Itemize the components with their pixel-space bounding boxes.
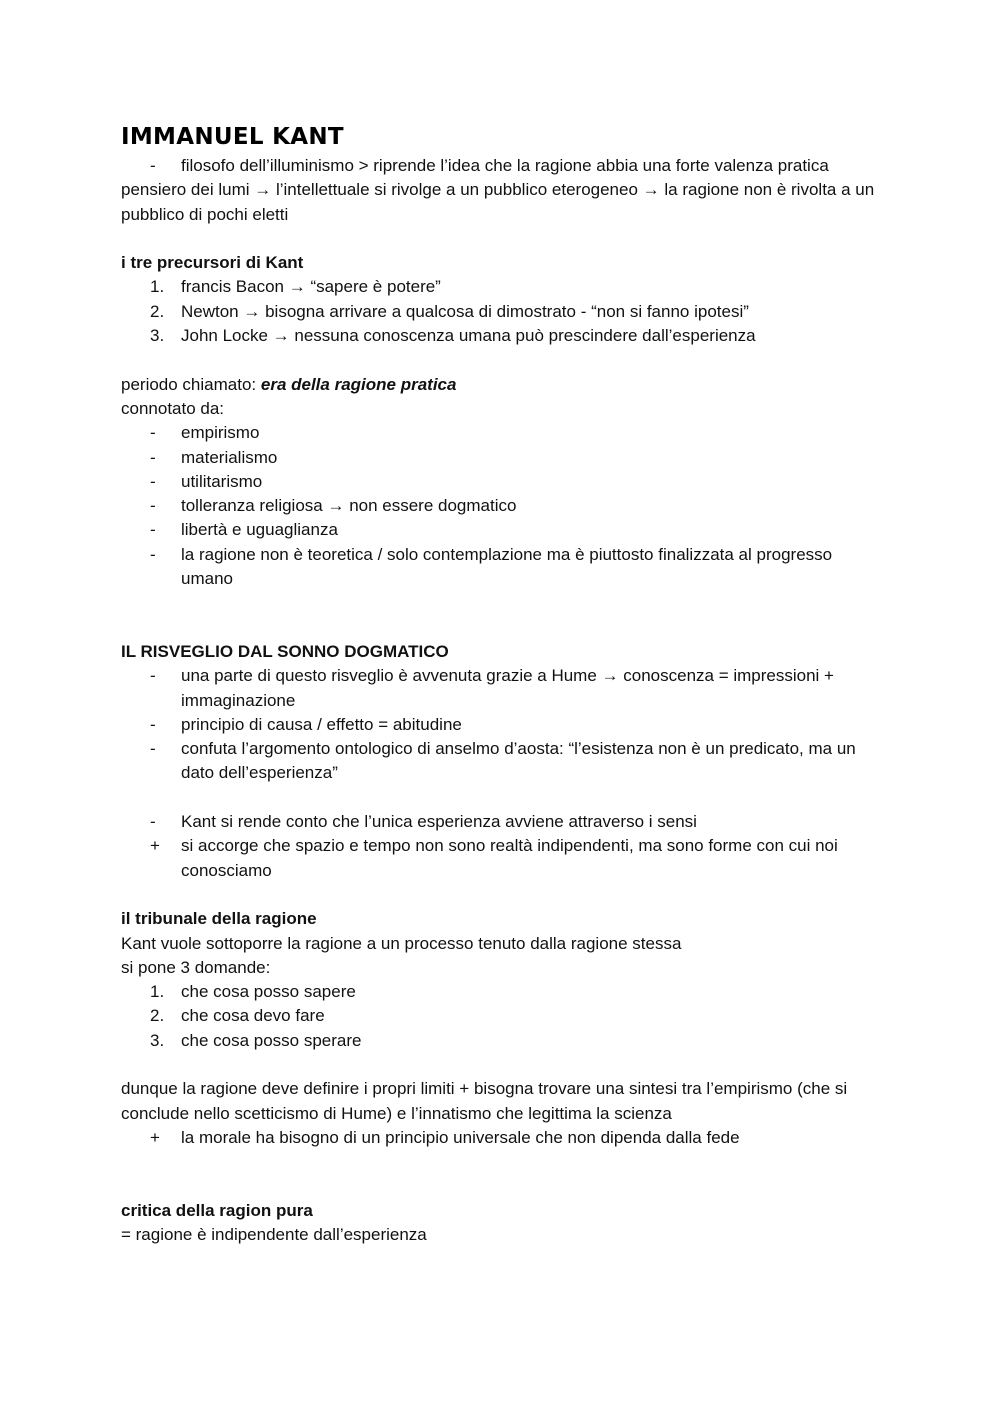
dash-marker: - xyxy=(150,739,156,759)
paragraph: dunque la ragione deve definire i propri limiti + bisogna trovare una sintesi tra l’empirismo (che si conclude nello scetticismo di Hume) e l’innatismo che legittima la scienza xyxy=(121,1079,848,1123)
number-marker: 1. xyxy=(150,277,165,297)
list-item xyxy=(121,810,881,834)
dash-marker: - xyxy=(150,496,156,516)
paragraph xyxy=(121,373,881,397)
list-item-text: utilitarismo xyxy=(181,471,263,491)
list-item-text: John Locke → nessuna conoscenza umana può prescindere dall’esperienza xyxy=(181,326,756,346)
document-page xyxy=(121,120,881,1247)
list-item-text: filosofo dell’illuminismo > riprende l’idea che la ragione abbia una forte valenza pratica xyxy=(181,156,829,175)
list-item-text: si accorge che spazio e tempo non sono realtà indipendenti, ma sono forme con cui noi conosciamo xyxy=(181,836,838,880)
list-item-text: francis Bacon → “sapere è potere” xyxy=(181,277,441,297)
list-item xyxy=(121,518,881,542)
number-marker: 3. xyxy=(150,1030,165,1050)
list-item xyxy=(121,664,881,713)
paragraph: Kant vuole sottoporre la ragione a un processo tenuto dalla ragione stessa xyxy=(121,933,682,953)
dash-marker: - xyxy=(150,666,156,686)
list-item-text: confuta l’argomento ontologico di anselmo d’aosta: “l’esistenza non è un predicato, ma un dato dell’esperienza” xyxy=(181,739,856,783)
dash-marker: - xyxy=(150,520,156,540)
list-item xyxy=(121,834,881,883)
list-item-text: materialismo xyxy=(181,447,278,467)
list-item-text: tolleranza religiosa → non essere dogmatico xyxy=(181,496,517,516)
paragraph: = ragione è indipendente dall’esperienza xyxy=(121,1225,427,1245)
periodo-prefix: periodo chiamato: xyxy=(121,374,261,394)
list-item xyxy=(121,1029,881,1053)
list-item xyxy=(121,494,881,518)
list-item xyxy=(121,1126,881,1150)
emphasis-text: era della ragione pratica xyxy=(260,374,457,394)
dash-marker: - xyxy=(150,714,156,734)
list-item xyxy=(121,470,881,494)
list-item-text: Newton → bisogna arrivare a qualcosa di dimostrato - “non si fanno ipotesi” xyxy=(181,301,749,321)
dash-marker: - xyxy=(150,423,156,443)
section-heading: i tre precursori di Kant xyxy=(121,253,304,273)
list-item xyxy=(121,324,881,348)
list-item-text: una parte di questo risveglio è avvenuta grazie a Hume → conoscenza = impressioni + immaginazione xyxy=(181,666,834,710)
dash-marker: - xyxy=(150,471,156,491)
list-item-text: che cosa posso sapere xyxy=(181,982,356,1002)
number-marker: 1. xyxy=(150,982,165,1002)
list-item-text: principio di causa / effetto = abitudine xyxy=(181,714,462,734)
list-item-text: empirismo xyxy=(181,423,260,443)
list-item xyxy=(121,980,881,1004)
list-item xyxy=(121,737,881,786)
section-heading: IL RISVEGLIO DAL SONNO DOGMATICO xyxy=(121,641,449,661)
list-item xyxy=(121,275,881,299)
paragraph: pensiero dei lumi → l’intellettuale si rivolge a un pubblico eterogeneo → la ragione non è rivolta a un pubblico di pochi eletti xyxy=(121,180,875,224)
list-item-text: la ragione non è teoretica / solo contemplazione ma è piuttosto finalizzata al progresso umano xyxy=(181,544,833,589)
list-item-text: Kant si rende conto che l’unica esperienza avviene attraverso i sensi xyxy=(181,812,697,832)
number-marker: 2. xyxy=(150,301,165,321)
list-item xyxy=(121,421,881,445)
dash-marker: - xyxy=(150,812,156,832)
list-item-text: che cosa devo fare xyxy=(181,1006,325,1026)
number-marker: 3. xyxy=(150,326,165,346)
section-heading: critica della ragion pura xyxy=(121,1200,313,1220)
list-item-text: libertà e uguaglianza xyxy=(181,520,338,540)
list-item xyxy=(121,1004,881,1028)
page-title: IMMANUEL KANT xyxy=(121,124,344,150)
paragraph: si pone 3 domande: xyxy=(121,957,271,977)
dash-marker: - xyxy=(150,544,156,564)
number-marker: 2. xyxy=(150,1006,165,1026)
list-item xyxy=(121,154,881,178)
plus-marker: + xyxy=(150,1127,160,1147)
list-item xyxy=(121,446,881,470)
plus-marker: + xyxy=(150,836,160,856)
dash-marker: - xyxy=(150,156,156,175)
list-item xyxy=(121,543,881,592)
list-item xyxy=(121,300,881,324)
paragraph: connotato da: xyxy=(121,398,225,418)
dash-marker: - xyxy=(150,447,156,467)
list-item xyxy=(121,713,881,737)
list-item-text: la morale ha bisogno di un principio universale che non dipenda dalla fede xyxy=(181,1127,740,1147)
list-item-text: che cosa posso sperare xyxy=(181,1030,362,1050)
section-heading: il tribunale della ragione xyxy=(121,909,317,929)
